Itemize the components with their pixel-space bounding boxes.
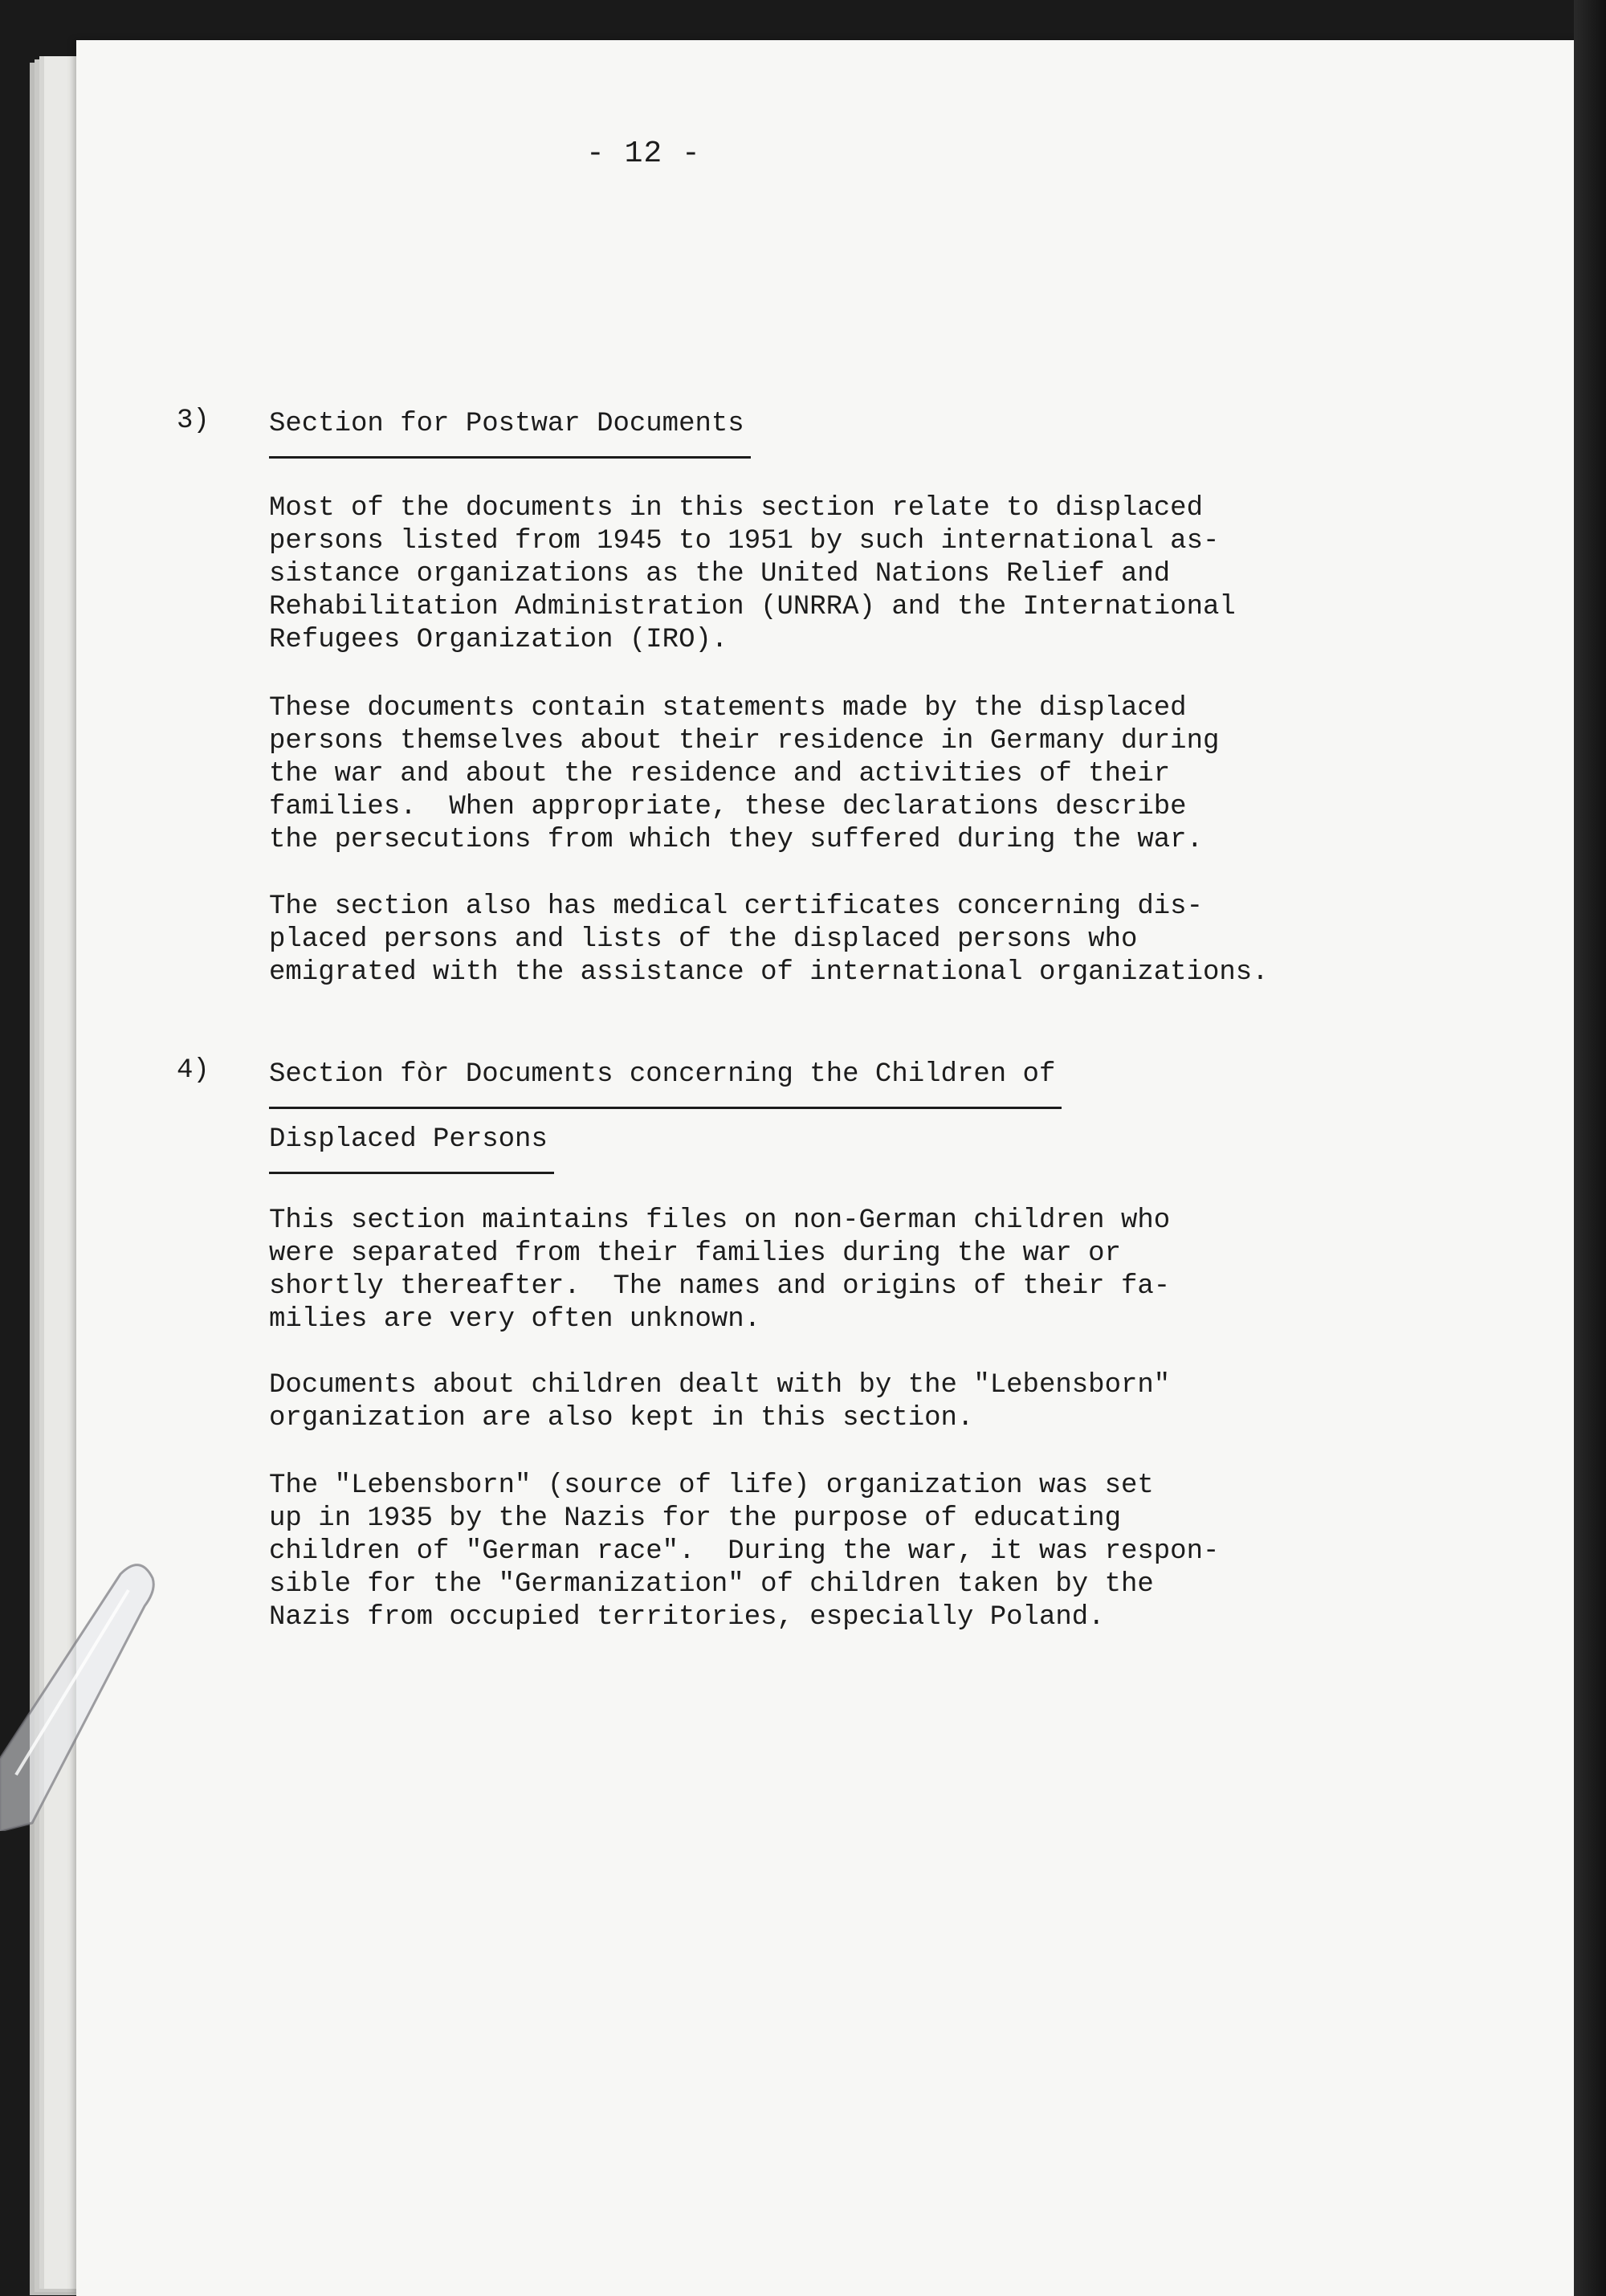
paragraph [269, 692, 1417, 857]
text-line: Rehabilitation Administration (UNRRA) and the International [269, 592, 1236, 622]
text-line: organization are also kept in this section. [269, 1403, 974, 1433]
paragraph [269, 1369, 1417, 1435]
text-line: sible for the "Germanization" of children taken by the [269, 1569, 1154, 1600]
text-line: shortly thereafter. The names and origins of their fa- [269, 1271, 1171, 1302]
text-line: children of "German race". During the war, it was respon- [269, 1536, 1220, 1567]
scan-edge [1574, 0, 1606, 2296]
section-title [269, 394, 751, 459]
text-line: sistance organizations as the United Nations Relief and [269, 559, 1171, 589]
text-line: Documents about children dealt with by the "Lebensborn" [269, 1370, 1171, 1401]
text-line: families. When appropriate, these declarations describe [269, 792, 1187, 822]
paragraph [269, 1205, 1417, 1336]
text-line: Refugees Organization (IRO). [269, 625, 728, 655]
text-line: up in 1935 by the Nazis for the purpose of educating [269, 1503, 1121, 1534]
text-line: persons listed from 1945 to 1951 by such international as- [269, 526, 1220, 557]
text-line: milies are very often unknown. [269, 1304, 761, 1335]
text-line: The "Lebensborn" (source of life) organization was set [269, 1470, 1154, 1501]
text-line: These documents contain statements made by the displaced [269, 693, 1187, 724]
paragraph [269, 492, 1417, 657]
section-number: 4) [177, 1055, 210, 1086]
paragraph [269, 891, 1417, 989]
text-line: placed persons and lists of the displaced persons who [269, 924, 1138, 955]
plastic-clip-icon [0, 1558, 185, 1831]
text-line: the persecutions from which they suffered during the war. [269, 825, 1203, 855]
section-title [269, 1044, 1062, 1174]
text-line: Most of the documents in this section relate to displaced [269, 493, 1203, 524]
section-title-line: Section fòr Documents concerning the Children of [269, 1044, 1062, 1109]
text-line: The section also has medical certificates concerning dis- [269, 891, 1203, 922]
text-line: Nazis from occupied territories, especially Poland. [269, 1602, 1105, 1633]
paragraph [269, 1470, 1417, 1634]
section-number: 3) [177, 406, 210, 436]
text-line: were separated from their families during the war or [269, 1238, 1121, 1269]
text-line: persons themselves about their residence in Germany during [269, 726, 1220, 756]
section-title-line: Section for Postwar Documents [269, 394, 751, 459]
text-line: the war and about the residence and activities of their [269, 759, 1171, 789]
text-line: emigrated with the assistance of international organizations. [269, 957, 1269, 988]
text-line: This section maintains files on non-German children who [269, 1205, 1171, 1236]
section-title-line: Displaced Persons [269, 1109, 554, 1174]
page-number: - 12 - [586, 137, 701, 171]
